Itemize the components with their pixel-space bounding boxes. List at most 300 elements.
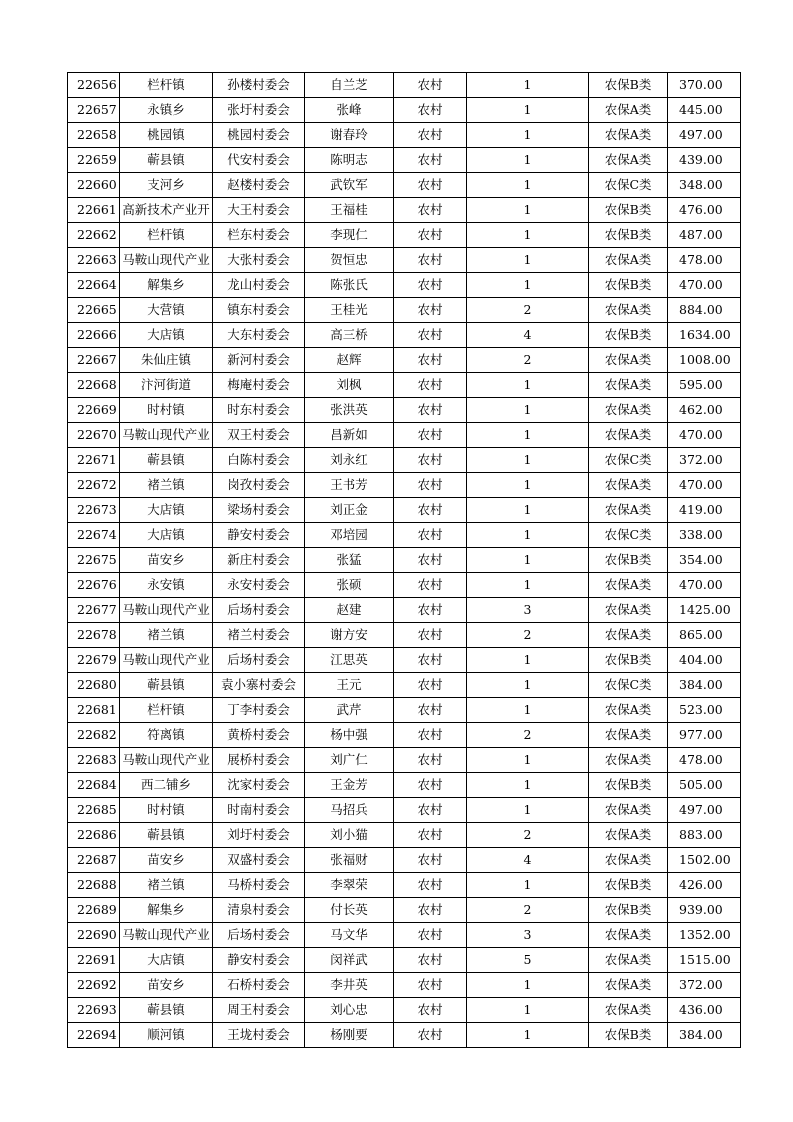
amount-cell: 1634.00 — [668, 323, 741, 348]
record-id-cell: 22686 — [68, 823, 120, 848]
person-name-cell: 李现仁 — [305, 223, 394, 248]
insurance-category-cell: 农保A类 — [589, 298, 668, 323]
record-id-cell: 22660 — [68, 173, 120, 198]
household-count-cell: 1 — [467, 798, 589, 823]
household-count-cell: 1 — [467, 698, 589, 723]
record-id-cell: 22674 — [68, 523, 120, 548]
person-name-cell: 武芹 — [305, 698, 394, 723]
record-id-cell: 22656 — [68, 73, 120, 98]
household-count-cell: 1 — [467, 648, 589, 673]
person-name-cell: 闵祥武 — [305, 948, 394, 973]
person-name-cell: 自兰芝 — [305, 73, 394, 98]
area-type-cell: 农村 — [394, 423, 467, 448]
village-committee-cell: 清泉村委会 — [213, 898, 305, 923]
record-id-cell: 22661 — [68, 198, 120, 223]
insurance-category-cell: 农保A类 — [589, 423, 668, 448]
town-cell: 栏杆镇 — [120, 698, 213, 723]
record-id-cell: 22678 — [68, 623, 120, 648]
record-id-cell: 22659 — [68, 148, 120, 173]
town-cell: 解集乡 — [120, 273, 213, 298]
person-name-cell: 张福财 — [305, 848, 394, 873]
record-id-cell: 22658 — [68, 123, 120, 148]
table-row — [68, 673, 741, 698]
person-name-cell: 刘正金 — [305, 498, 394, 523]
record-id-cell: 22672 — [68, 473, 120, 498]
household-count-cell: 1 — [467, 448, 589, 473]
table-row — [68, 298, 741, 323]
household-count-cell: 1 — [467, 373, 589, 398]
amount-cell: 372.00 — [668, 448, 741, 473]
town-cell: 高新技术产业开 — [120, 198, 213, 223]
insurance-category-cell: 农保A类 — [589, 998, 668, 1023]
village-committee-cell: 梁场村委会 — [213, 498, 305, 523]
table-row — [68, 98, 741, 123]
household-count-cell: 1 — [467, 173, 589, 198]
record-id-cell: 22676 — [68, 573, 120, 598]
town-cell: 符离镇 — [120, 723, 213, 748]
insurance-category-cell: 农保A类 — [589, 923, 668, 948]
area-type-cell: 农村 — [394, 473, 467, 498]
village-committee-cell: 褚兰村委会 — [213, 623, 305, 648]
person-name-cell: 武钦军 — [305, 173, 394, 198]
village-committee-cell: 张圩村委会 — [213, 98, 305, 123]
insurance-category-cell: 农保A类 — [589, 373, 668, 398]
table-row — [68, 723, 741, 748]
town-cell: 支河乡 — [120, 173, 213, 198]
record-id-cell: 22689 — [68, 898, 120, 923]
amount-cell: 470.00 — [668, 573, 741, 598]
insurance-category-cell: 农保A类 — [589, 148, 668, 173]
town-cell: 褚兰镇 — [120, 623, 213, 648]
town-cell: 栏杆镇 — [120, 223, 213, 248]
table-row — [68, 273, 741, 298]
record-id-cell: 22685 — [68, 798, 120, 823]
person-name-cell: 赵建 — [305, 598, 394, 623]
town-cell: 永安镇 — [120, 573, 213, 598]
town-cell: 大店镇 — [120, 323, 213, 348]
household-count-cell: 4 — [467, 848, 589, 873]
table-row — [68, 623, 741, 648]
person-name-cell: 张洪英 — [305, 398, 394, 423]
amount-cell: 384.00 — [668, 673, 741, 698]
insurance-category-cell: 农保B类 — [589, 898, 668, 923]
person-name-cell: 杨刚要 — [305, 1023, 394, 1048]
town-cell: 蕲县镇 — [120, 148, 213, 173]
household-count-cell: 3 — [467, 598, 589, 623]
insurance-category-cell: 农保A类 — [589, 98, 668, 123]
area-type-cell: 农村 — [394, 798, 467, 823]
village-committee-cell: 王垅村委会 — [213, 1023, 305, 1048]
town-cell: 苗安乡 — [120, 848, 213, 873]
area-type-cell: 农村 — [394, 648, 467, 673]
record-id-cell: 22663 — [68, 248, 120, 273]
village-committee-cell: 石桥村委会 — [213, 973, 305, 998]
insurance-category-cell: 农保A类 — [589, 473, 668, 498]
insurance-category-cell: 农保B类 — [589, 1023, 668, 1048]
area-type-cell: 农村 — [394, 273, 467, 298]
insurance-category-cell: 农保B类 — [589, 323, 668, 348]
insurance-category-cell: 农保A类 — [589, 348, 668, 373]
person-name-cell: 王元 — [305, 673, 394, 698]
amount-cell: 497.00 — [668, 123, 741, 148]
household-count-cell: 1 — [467, 573, 589, 598]
amount-cell: 505.00 — [668, 773, 741, 798]
amount-cell: 476.00 — [668, 198, 741, 223]
insurance-category-cell: 农保C类 — [589, 673, 668, 698]
amount-cell: 348.00 — [668, 173, 741, 198]
household-count-cell: 1 — [467, 673, 589, 698]
area-type-cell: 农村 — [394, 973, 467, 998]
amount-cell: 595.00 — [668, 373, 741, 398]
table-row — [68, 323, 741, 348]
amount-cell: 370.00 — [668, 73, 741, 98]
village-committee-cell: 马桥村委会 — [213, 873, 305, 898]
area-type-cell: 农村 — [394, 373, 467, 398]
table-row — [68, 73, 741, 98]
person-name-cell: 付长英 — [305, 898, 394, 923]
town-cell: 马鞍山现代产业 — [120, 923, 213, 948]
record-id-cell: 22666 — [68, 323, 120, 348]
table-row — [68, 823, 741, 848]
town-cell: 顺河镇 — [120, 1023, 213, 1048]
table-row — [68, 473, 741, 498]
area-type-cell: 农村 — [394, 948, 467, 973]
insurance-category-cell: 农保A类 — [589, 623, 668, 648]
person-name-cell: 高三桥 — [305, 323, 394, 348]
amount-cell: 1425.00 — [668, 598, 741, 623]
person-name-cell: 王桂光 — [305, 298, 394, 323]
area-type-cell: 农村 — [394, 298, 467, 323]
person-name-cell: 刘心忠 — [305, 998, 394, 1023]
amount-cell: 384.00 — [668, 1023, 741, 1048]
amount-cell: 478.00 — [668, 248, 741, 273]
insurance-category-cell: 农保B类 — [589, 223, 668, 248]
record-id-cell: 22673 — [68, 498, 120, 523]
insurance-category-cell: 农保B类 — [589, 548, 668, 573]
village-committee-cell: 周王村委会 — [213, 998, 305, 1023]
amount-cell: 1502.00 — [668, 848, 741, 873]
record-id-cell: 22664 — [68, 273, 120, 298]
amount-cell: 338.00 — [668, 523, 741, 548]
record-id-cell: 22657 — [68, 98, 120, 123]
person-name-cell: 邓培园 — [305, 523, 394, 548]
amount-cell: 1515.00 — [668, 948, 741, 973]
amount-cell: 487.00 — [668, 223, 741, 248]
town-cell: 马鞍山现代产业 — [120, 248, 213, 273]
area-type-cell: 农村 — [394, 198, 467, 223]
area-type-cell: 农村 — [394, 898, 467, 923]
village-committee-cell: 刘圩村委会 — [213, 823, 305, 848]
area-type-cell: 农村 — [394, 448, 467, 473]
amount-cell: 354.00 — [668, 548, 741, 573]
person-name-cell: 王金芳 — [305, 773, 394, 798]
person-name-cell: 刘枫 — [305, 373, 394, 398]
village-committee-cell: 黄桥村委会 — [213, 723, 305, 748]
village-committee-cell: 赵楼村委会 — [213, 173, 305, 198]
record-id-cell: 22679 — [68, 648, 120, 673]
amount-cell: 883.00 — [668, 823, 741, 848]
area-type-cell: 农村 — [394, 848, 467, 873]
village-committee-cell: 岗孜村委会 — [213, 473, 305, 498]
record-id-cell: 22694 — [68, 1023, 120, 1048]
person-name-cell: 李翠荣 — [305, 873, 394, 898]
table-row — [68, 848, 741, 873]
amount-cell: 977.00 — [668, 723, 741, 748]
amount-cell: 439.00 — [668, 148, 741, 173]
household-count-cell: 1 — [467, 1023, 589, 1048]
village-committee-cell: 后场村委会 — [213, 923, 305, 948]
household-count-cell: 2 — [467, 723, 589, 748]
town-cell: 大店镇 — [120, 948, 213, 973]
household-count-cell: 3 — [467, 923, 589, 948]
person-name-cell: 昌新如 — [305, 423, 394, 448]
record-id-cell: 22690 — [68, 923, 120, 948]
amount-cell: 865.00 — [668, 623, 741, 648]
table-row — [68, 548, 741, 573]
household-count-cell: 1 — [467, 198, 589, 223]
person-name-cell: 刘广仁 — [305, 748, 394, 773]
record-id-cell: 22693 — [68, 998, 120, 1023]
area-type-cell: 农村 — [394, 673, 467, 698]
amount-cell: 404.00 — [668, 648, 741, 673]
amount-cell: 497.00 — [668, 798, 741, 823]
record-id-cell: 22692 — [68, 973, 120, 998]
table-row — [68, 348, 741, 373]
area-type-cell: 农村 — [394, 698, 467, 723]
table-row — [68, 948, 741, 973]
town-cell: 永镇乡 — [120, 98, 213, 123]
insurance-category-cell: 农保C类 — [589, 448, 668, 473]
person-name-cell: 陈张氏 — [305, 273, 394, 298]
household-count-cell: 5 — [467, 948, 589, 973]
person-name-cell: 贺恒忠 — [305, 248, 394, 273]
area-type-cell: 农村 — [394, 323, 467, 348]
table-row — [68, 998, 741, 1023]
village-committee-cell: 大东村委会 — [213, 323, 305, 348]
table-body — [68, 73, 741, 1048]
household-count-cell: 1 — [467, 998, 589, 1023]
table-row — [68, 798, 741, 823]
village-committee-cell: 梅庵村委会 — [213, 373, 305, 398]
village-committee-cell: 新河村委会 — [213, 348, 305, 373]
town-cell: 苗安乡 — [120, 973, 213, 998]
household-count-cell: 1 — [467, 498, 589, 523]
insurance-category-cell: 农保A类 — [589, 848, 668, 873]
village-committee-cell: 后场村委会 — [213, 598, 305, 623]
town-cell: 西二铺乡 — [120, 773, 213, 798]
village-committee-cell: 栏东村委会 — [213, 223, 305, 248]
insurance-category-cell: 农保B类 — [589, 73, 668, 98]
area-type-cell: 农村 — [394, 123, 467, 148]
area-type-cell: 农村 — [394, 73, 467, 98]
insurance-category-cell: 农保A类 — [589, 498, 668, 523]
table-row — [68, 498, 741, 523]
record-id-cell: 22669 — [68, 398, 120, 423]
area-type-cell: 农村 — [394, 348, 467, 373]
amount-cell: 372.00 — [668, 973, 741, 998]
insurance-category-cell: 农保C类 — [589, 173, 668, 198]
table-row — [68, 598, 741, 623]
village-committee-cell: 后场村委会 — [213, 648, 305, 673]
village-committee-cell: 静安村委会 — [213, 523, 305, 548]
village-committee-cell: 大王村委会 — [213, 198, 305, 223]
table-row — [68, 973, 741, 998]
town-cell: 栏杆镇 — [120, 73, 213, 98]
area-type-cell: 农村 — [394, 748, 467, 773]
household-count-cell: 1 — [467, 148, 589, 173]
village-committee-cell: 大张村委会 — [213, 248, 305, 273]
person-name-cell: 赵辉 — [305, 348, 394, 373]
household-count-cell: 1 — [467, 548, 589, 573]
area-type-cell: 农村 — [394, 173, 467, 198]
village-committee-cell: 丁李村委会 — [213, 698, 305, 723]
record-id-cell: 22682 — [68, 723, 120, 748]
insurance-category-cell: 农保B类 — [589, 273, 668, 298]
village-committee-cell: 永安村委会 — [213, 573, 305, 598]
amount-cell: 478.00 — [668, 748, 741, 773]
household-count-cell: 1 — [467, 773, 589, 798]
town-cell: 褚兰镇 — [120, 873, 213, 898]
amount-cell: 523.00 — [668, 698, 741, 723]
record-id-cell: 22671 — [68, 448, 120, 473]
insurance-category-cell: 农保A类 — [589, 698, 668, 723]
record-id-cell: 22668 — [68, 373, 120, 398]
table-row — [68, 698, 741, 723]
insurance-category-cell: 农保A类 — [589, 398, 668, 423]
amount-cell: 470.00 — [668, 473, 741, 498]
household-count-cell: 1 — [467, 123, 589, 148]
insurance-category-cell: 农保A类 — [589, 573, 668, 598]
area-type-cell: 农村 — [394, 148, 467, 173]
person-name-cell: 陈明志 — [305, 148, 394, 173]
household-count-cell: 1 — [467, 973, 589, 998]
record-id-cell: 22670 — [68, 423, 120, 448]
area-type-cell: 农村 — [394, 723, 467, 748]
insurance-category-cell: 农保A类 — [589, 973, 668, 998]
record-id-cell: 22683 — [68, 748, 120, 773]
table-row — [68, 523, 741, 548]
area-type-cell: 农村 — [394, 998, 467, 1023]
town-cell: 蕲县镇 — [120, 673, 213, 698]
insurance-category-cell: 农保C类 — [589, 523, 668, 548]
village-committee-cell: 新庄村委会 — [213, 548, 305, 573]
table-row — [68, 123, 741, 148]
table-row — [68, 173, 741, 198]
record-id-cell: 22662 — [68, 223, 120, 248]
town-cell: 大店镇 — [120, 523, 213, 548]
household-count-cell: 4 — [467, 323, 589, 348]
person-name-cell: 马文华 — [305, 923, 394, 948]
insurance-category-cell: 农保A类 — [589, 798, 668, 823]
record-id-cell: 22691 — [68, 948, 120, 973]
area-type-cell: 农村 — [394, 598, 467, 623]
table-row — [68, 898, 741, 923]
insurance-category-cell: 农保B类 — [589, 198, 668, 223]
village-committee-cell: 龙山村委会 — [213, 273, 305, 298]
village-committee-cell: 桃园村委会 — [213, 123, 305, 148]
record-id-cell: 22681 — [68, 698, 120, 723]
amount-cell: 884.00 — [668, 298, 741, 323]
amount-cell: 445.00 — [668, 98, 741, 123]
table-row — [68, 198, 741, 223]
person-name-cell: 张峰 — [305, 98, 394, 123]
person-name-cell: 谢春玲 — [305, 123, 394, 148]
town-cell: 蕲县镇 — [120, 998, 213, 1023]
insurance-category-cell: 农保A类 — [589, 948, 668, 973]
record-id-cell: 22667 — [68, 348, 120, 373]
person-name-cell: 张硕 — [305, 573, 394, 598]
amount-cell: 470.00 — [668, 273, 741, 298]
household-count-cell: 2 — [467, 823, 589, 848]
town-cell: 汴河街道 — [120, 373, 213, 398]
town-cell: 解集乡 — [120, 898, 213, 923]
area-type-cell: 农村 — [394, 873, 467, 898]
household-count-cell: 1 — [467, 248, 589, 273]
person-name-cell: 张猛 — [305, 548, 394, 573]
amount-cell: 470.00 — [668, 423, 741, 448]
person-name-cell: 刘小猫 — [305, 823, 394, 848]
insurance-category-cell: 农保B类 — [589, 773, 668, 798]
table-row — [68, 648, 741, 673]
household-count-cell: 1 — [467, 873, 589, 898]
town-cell: 时村镇 — [120, 398, 213, 423]
table-row — [68, 873, 741, 898]
table-row — [68, 373, 741, 398]
amount-cell: 462.00 — [668, 398, 741, 423]
town-cell: 蕲县镇 — [120, 448, 213, 473]
town-cell: 马鞍山现代产业 — [120, 598, 213, 623]
table-row — [68, 748, 741, 773]
record-id-cell: 22687 — [68, 848, 120, 873]
person-name-cell: 王福桂 — [305, 198, 394, 223]
village-committee-cell: 时东村委会 — [213, 398, 305, 423]
area-type-cell: 农村 — [394, 773, 467, 798]
record-id-cell: 22688 — [68, 873, 120, 898]
amount-cell: 436.00 — [668, 998, 741, 1023]
village-committee-cell: 静安村委会 — [213, 948, 305, 973]
person-name-cell: 江思英 — [305, 648, 394, 673]
person-name-cell: 王书芳 — [305, 473, 394, 498]
household-count-cell: 1 — [467, 98, 589, 123]
table-row — [68, 923, 741, 948]
table-row — [68, 223, 741, 248]
town-cell: 马鞍山现代产业 — [120, 748, 213, 773]
household-count-cell: 2 — [467, 898, 589, 923]
person-name-cell: 刘永红 — [305, 448, 394, 473]
household-count-cell: 1 — [467, 223, 589, 248]
table-row — [68, 423, 741, 448]
table-row — [68, 1023, 741, 1048]
table-row — [68, 448, 741, 473]
record-id-cell: 22677 — [68, 598, 120, 623]
amount-cell: 1352.00 — [668, 923, 741, 948]
person-name-cell: 马招兵 — [305, 798, 394, 823]
amount-cell: 1008.00 — [668, 348, 741, 373]
household-count-cell: 2 — [467, 348, 589, 373]
town-cell: 大店镇 — [120, 498, 213, 523]
town-cell: 朱仙庄镇 — [120, 348, 213, 373]
town-cell: 马鞍山现代产业 — [120, 648, 213, 673]
subsidy-table — [67, 72, 741, 1048]
village-committee-cell: 代安村委会 — [213, 148, 305, 173]
town-cell: 褚兰镇 — [120, 473, 213, 498]
household-count-cell: 1 — [467, 423, 589, 448]
area-type-cell: 农村 — [394, 623, 467, 648]
village-committee-cell: 孙楼村委会 — [213, 73, 305, 98]
area-type-cell: 农村 — [394, 98, 467, 123]
record-id-cell: 22684 — [68, 773, 120, 798]
town-cell: 桃园镇 — [120, 123, 213, 148]
